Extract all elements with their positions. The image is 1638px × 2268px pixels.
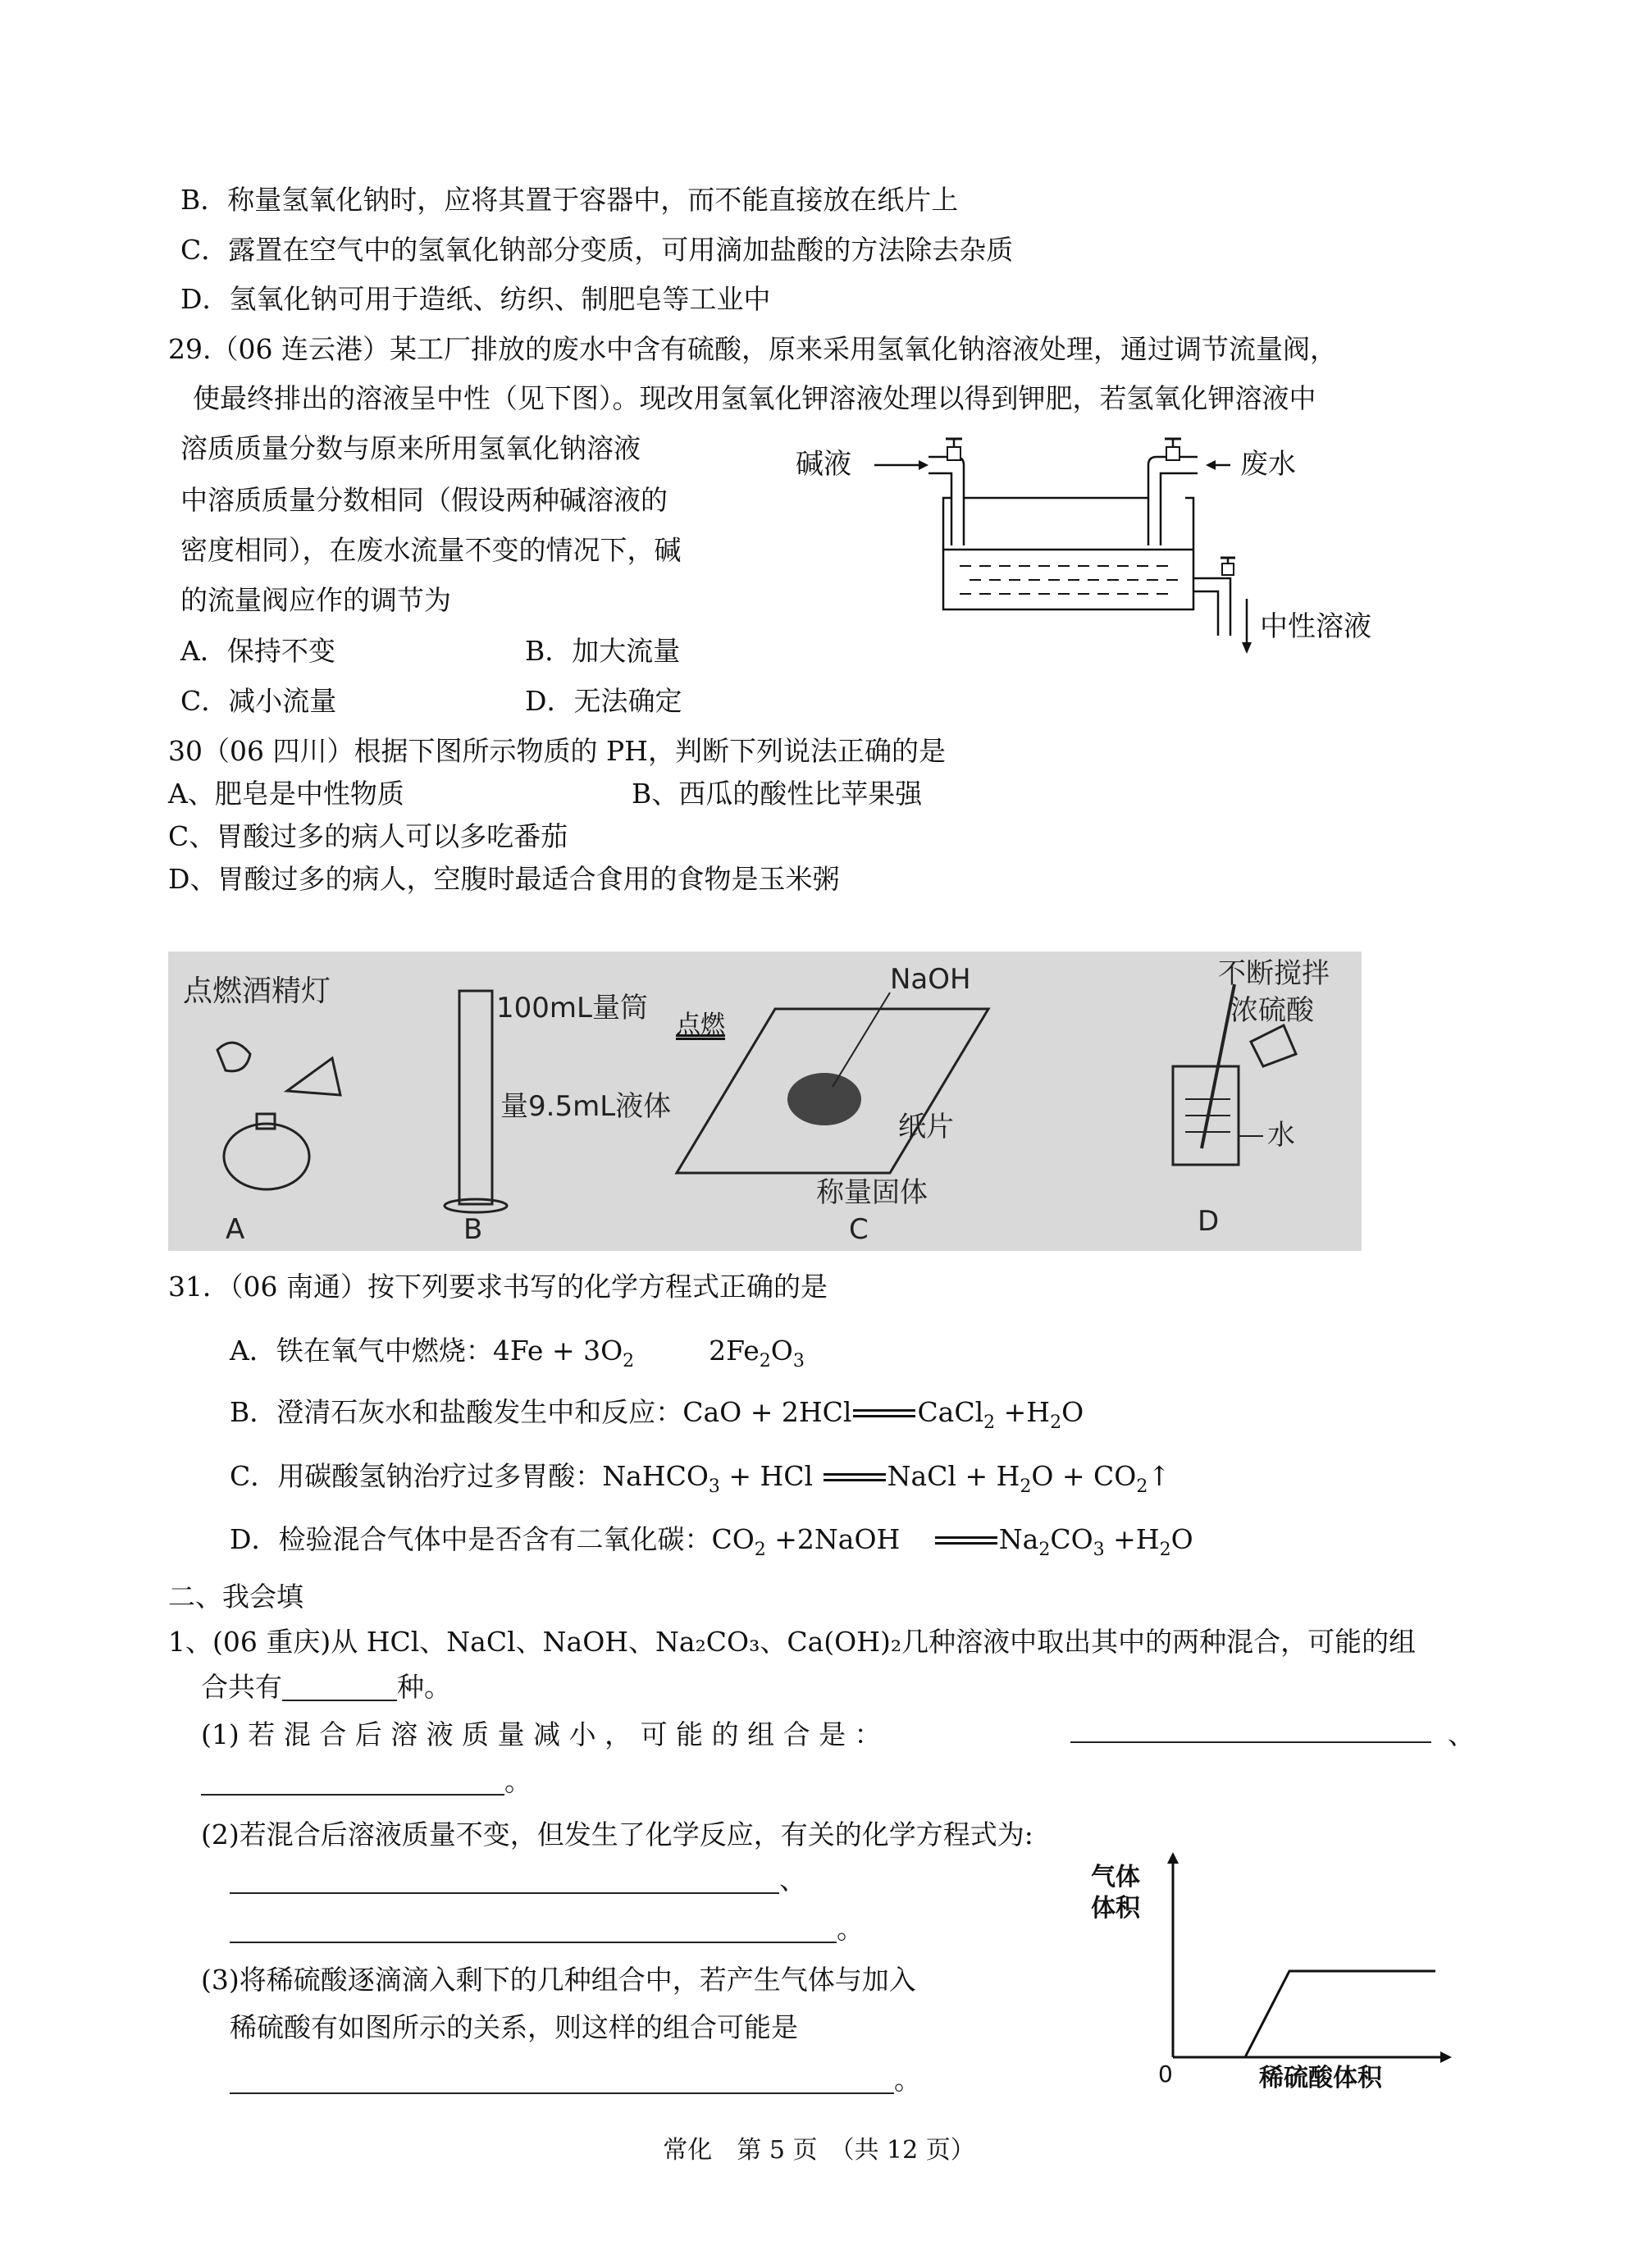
count-blank[interactable]	[282, 1675, 397, 1701]
photo-label-a: A	[226, 1213, 245, 1246]
photo-label-b: B	[463, 1213, 483, 1246]
q28-option-b: B．称量氢氧化钠时，应将其置于容器中，而不能直接放在纸片上	[180, 184, 959, 216]
graph-ylabel-2: 体积	[1091, 1894, 1140, 1923]
part1-blank-b[interactable]	[201, 1769, 504, 1796]
fill1-part3-stem2: 稀硫酸有如图所示的关系，则这样的组合可能是	[230, 2011, 798, 2043]
gas-volume-graph	[1091, 1852, 1468, 2090]
fill1-part2-line2: 。	[230, 1911, 864, 1947]
q29-stem-line6: 的流量阀应作的调节为	[180, 584, 451, 616]
stir-label: 不断搅拌	[1218, 957, 1330, 990]
naoh-label: NaOH	[890, 963, 971, 996]
fill1-part3-line: 。	[230, 2062, 921, 2098]
q29-stem-line4: 中溶质质量分数相同（假设两种碱溶液的	[180, 484, 668, 516]
lab-operations-photo	[168, 951, 1362, 1251]
measure-label: 量9.5mL液体	[500, 1090, 672, 1123]
water-label: 水	[1267, 1119, 1295, 1152]
weigh-label: 称量固体	[816, 1176, 928, 1209]
paper-label: 纸片	[898, 1111, 954, 1143]
q30-option-a: A、肥皂是中性物质	[168, 778, 404, 810]
q30-stem: 30（06 四川）根据下图所示物质的 PH，判断下列说法正确的是	[168, 735, 946, 767]
photo-label-c: C	[849, 1213, 869, 1246]
fill1-stem-line1: 1、(06 重庆)从 HCl、NaCl、NaOH、Na₂CO₃、Ca(OH)₂几种溶液中取出其中的两种混合，可能的组	[168, 1626, 1417, 1658]
cylinder-label: 100mL量筒	[496, 992, 648, 1024]
alcohol-lamp-title: 点燃酒精灯	[183, 974, 331, 1008]
q31-stem: 31．（06 南通）按下列要求书写的化学方程式正确的是	[168, 1271, 828, 1303]
graph-ylabel-1: 气体	[1091, 1863, 1140, 1892]
waste-label: 废水	[1240, 448, 1296, 481]
q29-stem-line5: 密度相同），在废水流量不变的情况下，碱	[180, 534, 682, 566]
q31-option-d: D．检验混合气体中是否含有二氧化碳：$CO_2$ +2NaOH $Na_2CO_3 +H_2O$	[230, 1523, 1193, 1560]
fill1-part2-line1: 、	[230, 1862, 806, 1898]
graph-origin: 0	[1158, 2060, 1173, 2088]
fill1-part1-line: (1) 若 混 合 后 溶 液 质 量 减 小 ， 可 能 的 组 合 是 ： 、	[201, 1718, 1475, 1750]
dianran-mark: 点燃	[676, 1011, 725, 1039]
q29-option-d: D．无法确定	[525, 685, 682, 717]
q30-option-d: D、胃酸过多的病人，空腹时最适合食用的食物是玉米粥	[168, 863, 840, 895]
q29-stem-line2: 使最终排出的溶液呈中性（见下图）。现改用氢氧化钾溶液处理以得到钾肥，若氢氧化钾溶液中	[193, 382, 1316, 414]
q29-option-a: A．保持不变	[180, 635, 335, 667]
fill1-part2-stem: (2)若混合后溶液质量不变，但发生了化学反应，有关的化学方程式为:	[201, 1819, 1033, 1850]
q29-stem-line1: 29.（06 连云港）某工厂排放的废水中含有硫酸，原来采用氢氧化钠溶液处理，通过调节流量阀，	[168, 333, 1337, 365]
part1-blank-a[interactable]	[1070, 1717, 1431, 1743]
q29-stem-line3: 溶质质量分数与原来所用氢氧化钠溶液	[180, 432, 641, 464]
section-2-title: 二、我会填	[168, 1581, 303, 1613]
q28-option-c: C．露置在空气中的氢氧化钠部分变质，可用滴加盐酸的方法除去杂质	[180, 234, 1014, 266]
q30-option-b: B、西瓜的酸性比苹果强	[632, 778, 923, 810]
part2-blank-b[interactable]	[230, 1917, 837, 1943]
fill1-stem-line2: 合共有 种。	[201, 1671, 451, 1703]
q29-option-b: B．加大流量	[525, 635, 681, 667]
q30-option-c: C、胃酸过多的病人可以多吃番茄	[168, 820, 568, 852]
gas-curve	[1245, 1971, 1435, 2057]
q29-option-c: C．减小流量	[180, 685, 337, 717]
q31-option-a: A．铁在氧气中燃烧：$4Fe + 3O_2$ $2Fe_2O_3$	[230, 1335, 805, 1371]
acid-label: 浓硫酸	[1230, 994, 1314, 1027]
fill1-part3-stem1: (3)将稀硫酸逐滴滴入剩下的几种组合中，若产生气体与加入	[201, 1964, 916, 1996]
q28-option-d: D．氢氧化钠可用于造纸、纺织、制肥皂等工业中	[180, 283, 771, 315]
graph-xlabel: 稀硫酸体积	[1259, 2064, 1382, 2090]
q31-option-c: C．用碳酸氢钠治疗过多胃酸：NaHCO$_3$ + HCl NaCl + $H_2O$ + $CO_2↑$	[230, 1460, 1171, 1497]
q31-option-b: B．澄清石灰水和盐酸发生中和反应：CaO + 2HCl CaCl$_2$ $+H_2O$	[230, 1396, 1084, 1433]
part3-blank[interactable]	[230, 2068, 894, 2094]
page-footer: 常化 第 5 页 （共 12 页）	[663, 2136, 975, 2165]
wastewater-tank-diagram	[787, 431, 1444, 669]
alkali-label: 碱液	[796, 448, 851, 481]
neutral-label: 中性溶液	[1260, 610, 1371, 643]
photo-label-d: D	[1198, 1205, 1220, 1238]
fill1-part1-line2: 。	[201, 1764, 532, 1800]
part2-blank-a[interactable]	[230, 1868, 779, 1894]
